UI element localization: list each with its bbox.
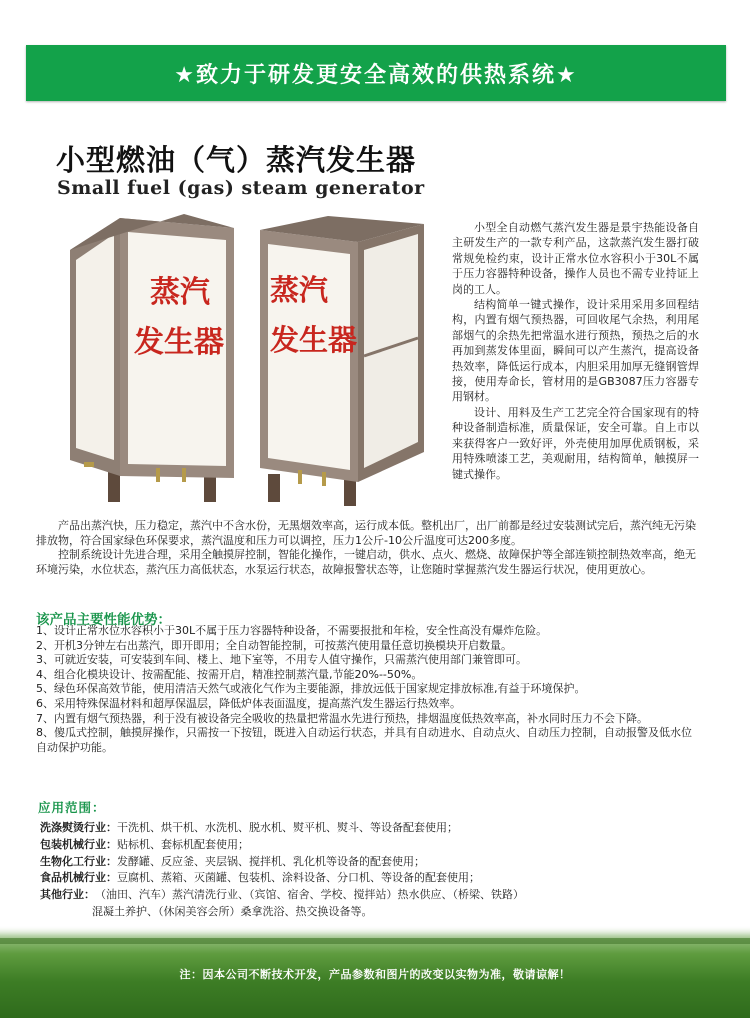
application-label: 包装机械行业： <box>40 837 117 851</box>
feature-item: 5、绿色环保高效节能，使用清洁天然气或液化气作为主要能源，排放远低于国家规定排放标准,有益于环境保护。 <box>36 682 586 696</box>
application-row <box>40 904 710 921</box>
page-subtitle: Small fuel (gas) steam generator <box>57 177 425 199</box>
feature-item: 6、采用特殊保温材料和超厚保温层，降低炉体表面温度，提高蒸汽发生器运行热效率。 <box>36 696 461 710</box>
application-row <box>40 854 710 871</box>
feature-item: 8、傻瓜式控制，触摸屏操作，只需按一下按钮，既进入自动运行状态，并具有自动进水、自动点火、自动压力控制，自动报警及低水位自动保护功能。 <box>36 726 692 754</box>
application-label: 食品机械行业： <box>40 871 117 885</box>
application-label: 洗涤熨烫行业： <box>40 821 117 834</box>
application-row <box>40 870 710 887</box>
application-text: 豆腐机、蒸箱、灭菌罐、包装机、涂料设备、分口机、等设备的配套使用； <box>117 871 480 885</box>
feature-item: 2、开机3分钟左右出蒸汽，即开即用；全自动智能控制，可按蒸汽使用量任意切换模块开启数量。 <box>36 638 512 652</box>
steam-generator-side-image <box>258 216 428 506</box>
application-text: 贴标机、套标机配套使用； <box>117 837 249 851</box>
top-banner: ★致力于研发更安全高效的供热系统★ <box>26 45 726 101</box>
feature-item: 7、内置有烟气预热器，利于没有被设备完全吸收的热量把常温水先进行预热，排烟温度低热效率高，补水同时压力不会下降。 <box>36 711 648 725</box>
application-label: 生物化工行业： <box>40 854 117 868</box>
description-paragraph: 控制系统设计先进合理，采用全触摸屏控制，智能化操作，一键启动，供水、点火、燃烧、故障保护等全部连锁控制热效率高，绝无环境污染，水位状态，蒸汽压力高低状态，水泵运行状态，故障报警状态等，让您随时掌握蒸汽发生器运行状况，使用更放心。 <box>36 548 696 576</box>
product-label-line1: 蒸汽 <box>150 275 210 310</box>
product-label-line2-side: 发生器 <box>270 323 358 357</box>
steam-generator-front-image <box>64 210 242 506</box>
intro-paragraph: 设计、用料及生产工艺完全符合国家现有的特种设备制造标准，质量保证，安全可靠。自上市以来获得客户一致好评，外壳使用加厚优质钢板，采用特殊喷漆工艺，美观耐用，结构简单，触摸屏一键式操作。 <box>452 405 699 481</box>
product-label-line1-side: 蒸汽 <box>270 273 329 307</box>
application-row <box>40 837 710 854</box>
description-paragraph: 产品出蒸汽快，压力稳定，蒸汽中不含水份，无黑烟效率高，运行成本低。整机出厂，出厂前都是经过安装测试完后，蒸汽纯无污染排放物，符合国家绿色环保要求，蒸汽温度和压力可以调控，压力1公斤-10公斤温度可达200多度。 <box>36 519 696 547</box>
application-text: 混凝土养护、（休闲美容会所）桑拿洗浴、热交换设备等。 <box>92 904 373 918</box>
applications-heading: 应用范围： <box>38 800 106 815</box>
applications-list <box>40 820 710 921</box>
feature-item: 1、设计正常水位水容积小于30L不属于压力容器特种设备，不需要报批和年检，安全性高没有爆炸危险。 <box>36 624 548 637</box>
application-label: 其他行业： <box>40 888 95 902</box>
intro-paragraph: 小型全自动燃气蒸汽发生器是景宇热能设备自主研发生产的一款专利产品，这款蒸汽发生器打破常规免检约束，设计正常水位水容积小于30L不属于压力容器特种设备，操作人员也不需专业持证上岗的工人。 <box>452 221 699 296</box>
intro-paragraph: 结构简单一键式操作，设计采用采用多回程结构，内置有烟气预热器，可回收尾气余热，利用尾部烟气的余热先把常温水进行预热，预热之后的水再加到蒸发体里面，瞬间可以产生蒸汽，提高设备热效率，降低运行成本，内胆采用加厚无缝钢管焊接，使用寿命长，管材用的是GB3087压力容器专用钢材。 <box>452 298 699 404</box>
application-text: （油田、汽车）蒸汽清洗行业、（宾馆、宿舍、学校、搅拌站）热水供应、（桥梁、铁路） <box>95 888 524 902</box>
application-text: 干洗机、烘干机、水洗机、脱水机、熨平机、熨斗、等设备配套使用； <box>117 821 458 834</box>
application-row <box>40 887 710 904</box>
footer-note: 注：因本公司不断技术开发，产品参数和图片的改变以实物为准，敬请谅解！ <box>179 968 571 981</box>
page-title: 小型燃油（气）蒸汽发生器 <box>56 143 417 177</box>
feature-item: 3、可就近安装，可安装到车间、楼上、地下室等，不用专人值守操作，只需蒸汽使用部门兼管即可。 <box>36 653 527 667</box>
product-label-line2: 发生器 <box>134 325 224 360</box>
product-intro <box>452 220 699 482</box>
features-heading: 该产品主要性能优势： <box>36 612 171 628</box>
application-text: 发酵罐、反应釜、夹层锅、搅拌机、乳化机等设备的配套使用； <box>117 854 425 868</box>
product-description <box>36 519 702 577</box>
feature-item: 4、组合化模块设计、按需配能、按需开启，精准控制蒸汽量,节能20%--50%。 <box>36 667 423 681</box>
application-row <box>40 820 710 837</box>
features-list <box>36 624 702 755</box>
